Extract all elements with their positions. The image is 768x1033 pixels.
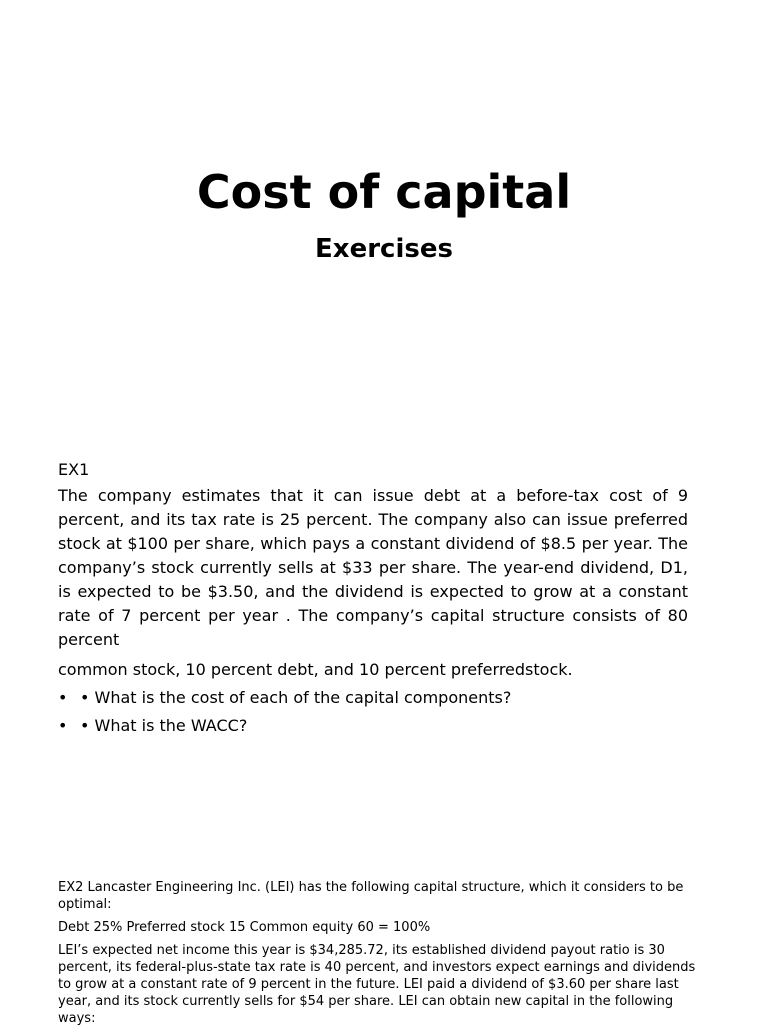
list-item — [58, 686, 688, 710]
list-item — [58, 714, 688, 738]
page-subtitle: Exercises — [315, 234, 453, 264]
exercise-1-paragraph: The company estimates that it can issue debt at a before-tax cost of 9 percent, and its tax rate is 25 percent. The company also can issue preferred stock at $100 per share, which pays a constant dividend of $8.5 per year. The company’s stock currently sells at $33 per share. The year-end dividend, D1, is expected to be $3.50, and the dividend is expected to grow at a constant rate of 7 percent per year . The company’s capital structure consists of 80 percent — [58, 486, 688, 649]
page-title: Cost of capital — [196, 165, 572, 219]
exercise-2-intro: EX2 Lancaster Engineering Inc. (LEI) has the following capital structure, which it considers to be optimal: — [58, 880, 684, 912]
exercise-1 — [58, 458, 688, 742]
exercise-2 — [58, 879, 708, 1033]
bullet-icon: • — [58, 688, 68, 707]
question-text: • What is the WACC? — [80, 716, 248, 735]
question-text: • What is the cost of each of the capital components? — [80, 688, 512, 707]
exercise-2-details: LEI’s expected net income this year is $34,285.72, its established dividend payout ratio is 30 percent, its federal-plus-state tax rate is 40 percent, and investors expect earnings and dividends to grow at a constant rate of 9 percent in the future. LEI paid a dividend of $3.60 per share last year, and its stock currently sells for $54 per share. LEI can obtain new capital in the following ways: — [58, 943, 696, 1026]
exercise-1-paragraph-continued: common stock, 10 percent debt, and 10 percent preferredstock. — [58, 660, 573, 679]
bullet-icon: • — [58, 716, 68, 735]
exercise-1-label: EX1 — [58, 460, 90, 479]
exercise-1-questions — [58, 686, 688, 738]
exercise-2-capital-structure: Debt 25% Preferred stock 15 Common equity 60 = 100% — [58, 920, 431, 935]
